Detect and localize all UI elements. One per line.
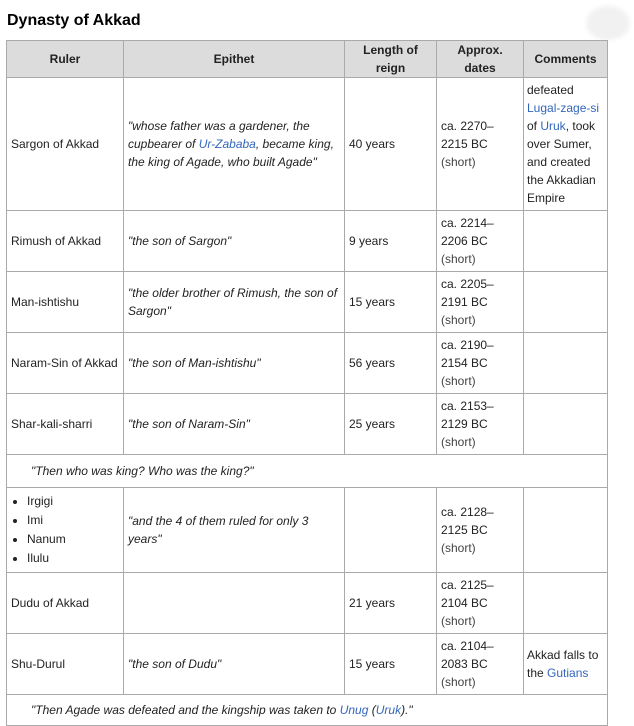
epithet-cell: "whose father was a gardener, the cupbearer of Ur-Zababa, became king, the king of Agade, who built Agade" (124, 78, 345, 211)
epithet-cell: "and the 4 of them ruled for only 3 years" (124, 488, 345, 573)
comments-cell (524, 573, 608, 634)
quote-who-was-king: "Then who was king? Who was the king?" (7, 455, 608, 488)
blurred-corner-graphic (586, 6, 630, 40)
header-approx-dates: Approx. dates (437, 41, 524, 78)
epithet-cell (124, 573, 345, 634)
ruler-cell: Dudu of Akkad (7, 573, 124, 634)
ruler-list-item: • Irgigi (27, 492, 119, 511)
short-chronology-link[interactable]: (short) (441, 541, 476, 555)
quote-row (7, 695, 608, 726)
ruler-cell: Rimush of Akkad (7, 211, 124, 272)
table-row (7, 488, 608, 573)
short-chronology-link[interactable]: (short) (441, 675, 476, 689)
dates-cell: ca. 2128– 2125 BC (short) (437, 488, 524, 573)
comments-cell (524, 211, 608, 272)
short-chronology-link[interactable]: (short) (441, 614, 476, 628)
short-chronology-link[interactable]: (short) (441, 313, 476, 327)
short-chronology-link[interactable]: (short) (441, 435, 476, 449)
dates-cell: ca. 2214– 2206 BC (short) (437, 211, 524, 272)
ruler-cell: Naram-Sin of Akkad (7, 333, 124, 394)
comments-cell: defeated Lugal-zage-si of Uruk, took over Sumer, and created the Akkadian Empire (524, 78, 608, 211)
epithet-cell: "the older brother of Rimush, the son of Sargon" (124, 272, 345, 333)
quote-row (7, 455, 608, 488)
dates-cell: ca. 2153– 2129 BC (short) (437, 394, 524, 455)
short-chronology-link[interactable]: (short) (441, 155, 476, 169)
reign-cell: 9 years (345, 211, 437, 272)
quote-agade-defeated: "Then Agade was defeated and the kingship was taken to Unug (Uruk)." (7, 695, 608, 726)
epithet-cell: "the son of Dudu" (124, 634, 345, 695)
epithet-cell: "the son of Naram-Sin" (124, 394, 345, 455)
ruler-cell: Shu-Durul (7, 634, 124, 695)
comments-cell: Akkad falls to the Gutians (524, 634, 608, 695)
table-row (7, 78, 608, 211)
table-header-row (7, 41, 608, 78)
reign-cell: 40 years (345, 78, 437, 211)
page-title: Dynasty of Akkad (7, 12, 141, 29)
comments-cell (524, 488, 608, 573)
table-row (7, 573, 608, 634)
comments-cell (524, 394, 608, 455)
uruk-link[interactable]: Uruk (540, 119, 566, 133)
table-row (7, 394, 608, 455)
table-row (7, 634, 608, 695)
reign-cell: 56 years (345, 333, 437, 394)
dates-cell: ca. 2205– 2191 BC (short) (437, 272, 524, 333)
comments-cell (524, 272, 608, 333)
comments-cell (524, 333, 608, 394)
dates-cell: ca. 2125– 2104 BC (short) (437, 573, 524, 634)
ruler-cell: Sargon of Akkad (7, 78, 124, 211)
lugal-zage-si-link[interactable]: Lugal-zage-si (527, 101, 600, 115)
epithet-cell: "the son of Sargon" (124, 211, 345, 272)
dynasty-table (6, 40, 608, 726)
unug-link[interactable]: Unug (339, 703, 369, 717)
ruler-list (11, 492, 119, 568)
uruk-link[interactable]: Uruk (375, 703, 402, 717)
header-epithet: Epithet (124, 41, 345, 78)
ur-zababa-link[interactable]: Ur-Zababa (198, 137, 256, 151)
ruler-list-item: • Nanum (27, 530, 119, 549)
reign-cell: 15 years (345, 634, 437, 695)
table-row (7, 211, 608, 272)
header-comments: Comments (524, 41, 608, 78)
ruler-list-item: • Ilulu (27, 549, 119, 568)
table-row (7, 272, 608, 333)
reign-cell: 15 years (345, 272, 437, 333)
dates-cell: ca. 2104– 2083 BC (short) (437, 634, 524, 695)
ruler-cell: Shar-kali-sharri (7, 394, 124, 455)
epithet-cell: "the son of Man-ishtishu" (124, 333, 345, 394)
table-row (7, 333, 608, 394)
short-chronology-link[interactable]: (short) (441, 252, 476, 266)
ruler-list-item: • Imi (27, 511, 119, 530)
reign-cell: 21 years (345, 573, 437, 634)
header-ruler: Ruler (7, 41, 124, 78)
header-length-of-reign: Length of reign (345, 41, 437, 78)
dates-cell: ca. 2190– 2154 BC (short) (437, 333, 524, 394)
ruler-cell (7, 488, 124, 573)
dates-cell: ca. 2270– 2215 BC (short) (437, 78, 524, 211)
gutians-link[interactable]: Gutians (547, 666, 589, 680)
reign-cell (345, 488, 437, 573)
short-chronology-link[interactable]: (short) (441, 374, 476, 388)
reign-cell: 25 years (345, 394, 437, 455)
ruler-cell: Man-ishtishu (7, 272, 124, 333)
